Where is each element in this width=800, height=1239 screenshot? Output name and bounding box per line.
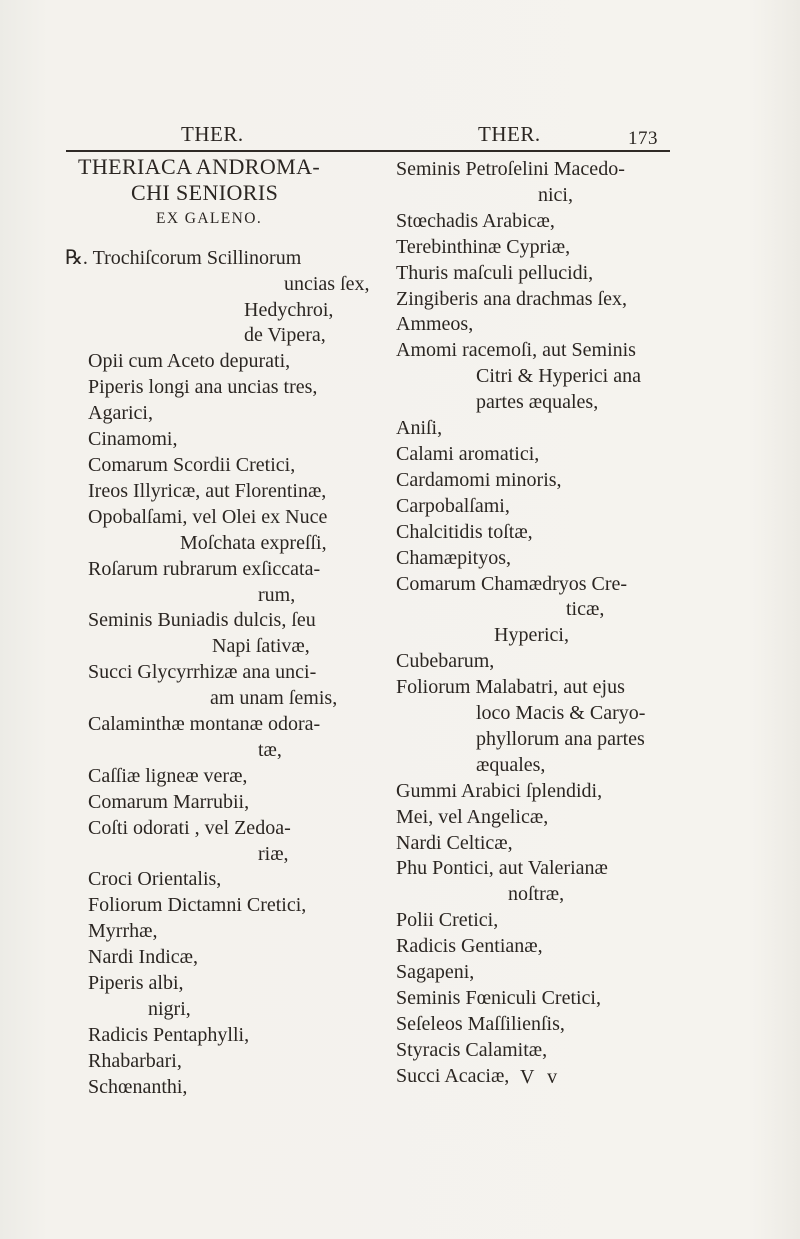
page-number: 173 (628, 128, 658, 149)
ingredient-line: am unam ſemis, (210, 687, 338, 710)
ingredient-line: loco Macis & Caryo- (476, 702, 646, 725)
ingredient-line: Napi ſativæ, (212, 635, 310, 658)
ingredient-line: Croci Orientalis, (88, 868, 222, 891)
ingredient-line: Comarum Scordii Cretici, (88, 453, 296, 476)
ingredient-line: Polii Cretici, (396, 909, 499, 932)
ingredient-line: noſtræ, (508, 883, 565, 906)
ingredient-line: Seſeleos Maſſilienſis, (396, 1012, 565, 1035)
ingredient-line: Sagapeni, (396, 961, 475, 984)
ingredient-line: Chalcitidis toſtæ, (396, 520, 533, 543)
ingredient-line: Agarici, (88, 402, 153, 425)
running-head-left: THER. (181, 122, 244, 146)
ingredient-line: Carpobalſami, (396, 494, 510, 517)
running-head-right: THER. (478, 122, 541, 146)
recipe-title-line-2: CHI SENIORIS (131, 179, 279, 205)
left-column (60, 154, 370, 1101)
ingredient-line: Foliorum Malabatri, aut ejus (396, 676, 625, 699)
ingredient-line: Seminis Buniadis dulcis, ſeu (88, 609, 316, 632)
ingredient-line: Ammeos, (396, 313, 474, 336)
ingredient-line: Comarum Marrubii, (88, 790, 250, 813)
ingredient-line: Seminis Fœniculi Cretici, (396, 987, 601, 1009)
ingredient-line: Nardi Celticæ, (396, 831, 513, 854)
ingredient-line: Roſarum rubrarum exſiccata- (88, 557, 321, 580)
header-rule (66, 150, 670, 152)
ingredient-line: Phu Pontici, aut Valerianæ (396, 857, 608, 880)
ingredient-line: Succi Glycyrrhizæ ana unci- (88, 661, 317, 684)
ingredient-line: phyllorum ana partes (476, 727, 645, 750)
ingredient-line: Styracis Calamitæ, (396, 1038, 548, 1061)
ingredient-line: Piperis longi ana uncias tres, (88, 376, 318, 399)
catchword: V v (520, 1066, 562, 1088)
ingredient-line: partes æquales, (476, 391, 599, 414)
ingredient-line: de Vipera, (244, 324, 326, 347)
ingredient-line: Zingiberis ana drachmas ſex, (396, 287, 628, 310)
ingredient-line: Thuris maſculi pellucidi, (396, 261, 594, 284)
ingredient-line: Myrrhæ, (88, 920, 158, 943)
ingredient-line: Hyperici, (494, 624, 569, 647)
recipe-source: EX GALENO. (156, 209, 263, 227)
ingredient-line: riæ, (258, 842, 289, 865)
ingredient-line: Radicis Gentianæ, (396, 935, 543, 958)
ingredient-line: Cardamomi minoris, (396, 468, 562, 491)
ingredient-line: Cubebarum, (396, 650, 495, 673)
ingredient-line: Mei, vel Angelicæ, (396, 805, 549, 828)
ingredient-line: Calami aromatici, (396, 442, 540, 465)
ingredient-line: rum, (258, 583, 296, 606)
ingredient-line: Opii cum Aceto depurati, (88, 350, 291, 373)
ingredient-line: nigri, (148, 998, 191, 1020)
ingredient-line: Terebinthinæ Cypriæ, (396, 235, 571, 258)
ingredient-line: Calaminthæ montanæ odora- (88, 713, 321, 736)
ingredient-line: Opobalſami, vel Olei ex Nuce (88, 505, 328, 528)
ingredient-line: ticæ, (566, 598, 605, 621)
ingredient-line: Cinamomi, (88, 428, 178, 451)
right-column (396, 157, 676, 1090)
ingredient-line: Chamæpityos, (396, 546, 512, 569)
ingredient-line: Amomi racemoſi, aut Seminis (396, 339, 636, 362)
ingredient-line: Ireos Illyricæ, aut Florentinæ, (88, 479, 327, 502)
ingredient-line: Foliorum Dictamni Cretici, (88, 894, 307, 917)
ingredient-line: Hedychroi, (244, 298, 334, 321)
ingredient-line: Stœchadis Arabicæ, (396, 209, 555, 232)
ingredient-line: Citri & Hyperici ana (476, 365, 641, 388)
ingredient-line: ℞. Trochiſcorum Scillinorum (65, 246, 302, 269)
ingredient-line: Caſſiæ ligneæ veræ, (88, 764, 248, 787)
ingredient-line: Gummi Arabici ſplendidi, (396, 779, 603, 802)
ingredient-line: Comarum Chamædryos Cre- (396, 572, 628, 595)
ingredient-line: tæ, (258, 738, 282, 761)
ingredient-line: Nardi Indicæ, (88, 946, 198, 969)
ingredient-line: Radicis Pentaphylli, (88, 1023, 250, 1046)
ingredient-line: Succi Acaciæ, (396, 1064, 510, 1087)
ingredient-line: Schœnanthi, (88, 1075, 188, 1098)
ingredient-line: uncias ſex, (284, 272, 370, 295)
ingredient-line: æquales, (476, 753, 546, 776)
ingredient-line: Seminis Petroſelini Macedo- (396, 158, 625, 180)
ingredient-line: nici, (538, 183, 573, 206)
ingredient-line: Piperis albi, (88, 972, 184, 995)
recipe-title-line-1: THERIACA ANDROMA- (78, 154, 321, 179)
ingredient-line: Moſchata expreſſi, (180, 531, 327, 554)
ingredient-line: Aniſi, (396, 417, 443, 440)
ingredient-line: Rhabarbari, (88, 1049, 182, 1072)
ingredient-line: Coſti odorati , vel Zedoa- (88, 816, 291, 839)
